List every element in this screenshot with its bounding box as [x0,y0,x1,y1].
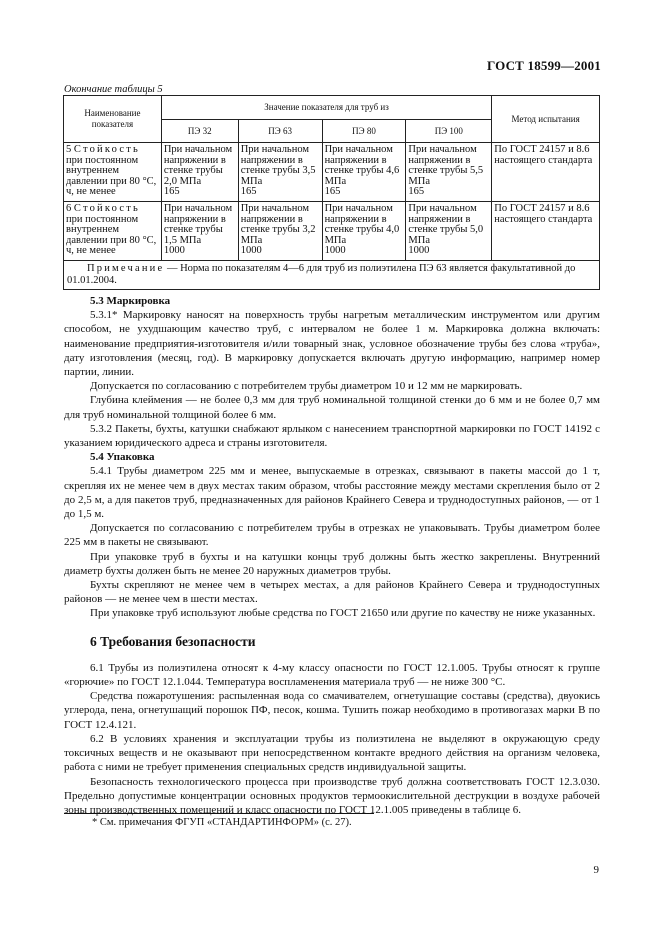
value-cell: При начальном напряжении в стенке трубы 1,5 МПа 1000 [161,202,238,261]
footnote-divider [64,813,374,814]
page-number: 9 [593,864,599,876]
col-header-material: ПЭ 80 [322,120,406,143]
value-cell: При начальном напряжении в стенке трубы 3,2 МПа 1000 [238,202,322,261]
paragraph: 6.1 Трубы из полиэтилена относят к 4-му классу опасности по ГОСТ 12.1.005. Трубы относят к группе «горючие» по ГОСТ 12.1.044. Температура воспламенения материала труб — не ниже 300 °С. [64,661,600,689]
table-note: Примечание — Норма по показателям 4—6 для труб из полиэтилена ПЭ 63 является факультативной до 01.01.2004. [64,261,600,290]
row-name-cell: 5 Стойкость при постоянном внутреннем давлении при 80 °С, ч, не менее [64,143,162,202]
paragraph: Допускается по согласованию с потребителем трубы диаметром 10 и 12 мм не маркировать. [90,380,523,393]
col-header-value: Значение показателя для труб из [161,96,491,120]
value-cell: При начальном напряжении в стенке трубы 4,6 МПа 165 [322,143,406,202]
method-cell: По ГОСТ 24157 и 8.6 настоящего стандарта [492,143,600,202]
col-header-name: Наименование показателя [64,96,162,143]
value-cell: При начальном напряжении в стенке трубы 3,5 МПа 165 [238,143,322,202]
table-header-row [64,96,600,120]
table-caption: Окончание таблицы 5 [64,84,163,95]
table-note-row [64,261,600,290]
col-header-material: ПЭ 32 [161,120,238,143]
paragraph: Средства пожаротушения: распыленная вода со смачивателем, огнетушащие составы (средства), двуокись углерода, пена, огнетушащий порошок ПФ, песок, кошма. Тушить пожар необходимо в противогазах марки В по ГОСТ 12.4.121. [64,690,600,731]
paragraph: 5.3.1* Маркировку наносят на поверхность трубы нагретым металлическим инструментом или другим способом, не ухудшающим качество труб, с интервалом не более 1 м. Маркировка должна включать: наименование предприятия-изготовителя и/или товарный знак, условное обозначение трубы без слова «труба», дату изготовления (месяц, год). В маркировку допускается включать другую информацию, например номер партии, линии. [64,309,600,379]
method-cell: По ГОСТ 24157 и 8.6 настоящего стандарта [492,202,600,261]
paragraph: 5.4.1 Трубы диаметром 225 мм и менее, выпускаемые в отрезках, связывают в пакеты массой до 1 т, скрепляя их не менее чем в двух местах таким образом, чтобы расстояние между местами скрепления было от 2 до 2,5 м, а для пакетов труб, предназначенных для районов Крайнего Севера и труднодоступных районов, — от 1 до 1,5 м. [64,465,600,521]
value-cell: При начальном напряжении в стенке трубы 2,0 МПа 165 [161,143,238,202]
table-row [64,202,600,261]
col-header-material: ПЭ 63 [238,120,322,143]
document-body [64,294,600,817]
row-name-cell: 6 Стойкость при постоянном внутреннем давлении при 80 °С, ч, не менее [64,202,162,261]
section-heading: 6 Требования безопасности [90,633,256,649]
section-heading: 5.4 Упаковка [90,451,155,464]
value-cell: При начальном напряжении в стенке трубы 4,0 МПа 1000 [322,202,406,261]
table-5 [63,95,600,290]
paragraph: Бухты скрепляют не менее чем в четырех местах, а для районов Крайнего Севера и труднодоступных районов — не менее чем в шести местах. [64,579,600,606]
paragraph: Безопасность технологического процесса при производстве труб должна соответствовать ГОСТ 12.3.030. Предельно допустимые концентрации основных продуктов термоокислительной деструкции в воздухе рабочей зоны производственных помещений и класс опасности по ГОСТ 12.1.005 приведены в таблице 6. [64,775,600,816]
paragraph: При упаковке труб используют любые средства по ГОСТ 21650 или другие по качеству не ниже указанных. [90,607,596,620]
paragraph: 5.3.2 Пакеты, бухты, катушки снабжают ярлыком с нанесением транспортной маркировки по ГОСТ 14192 с указанием юридического адреса и страны изготовителя. [64,422,600,450]
paragraph: Допускается по согласованию с потребителем трубы в отрезках не упаковывать. Трубы диаметром более 225 мм в пакеты не связывают. [64,522,600,549]
value-cell: При начальном напряжении в стенке трубы 5,0 МПа 1000 [406,202,492,261]
col-header-material: ПЭ 100 [406,120,492,143]
table-row [64,143,600,202]
document-header: ГОСТ 18599—2001 [486,58,601,73]
footnote: * См. примечания ФГУП «СТАНДАРТИНФОРМ» (с. 27). [92,817,352,828]
paragraph: При упаковке труб в бухты и на катушки концы труб должны быть жестко закреплены. Внутренний диаметр бухты должен быть не менее 20 наружных диаметров трубы. [64,550,600,577]
paragraph: Глубина клеймения — не более 0,3 мм для труб номинальной толщиной стенки до 6 мм и не более 0,7 мм для труб номинальной толщиной более 6 мм. [64,394,600,421]
section-heading: 5.3 Маркировка [90,295,171,307]
paragraph: 6.2 В условиях хранения и эксплуатации трубы из полиэтилена не выделяют в окружающую среду токсичных веществ и не оказывают при непосредственном контакте вредного действия на организм человека, работа с ними не требует применения специальных средств индивидуальной защиты. [64,732,600,774]
col-header-method: Метод испытания [492,96,600,143]
value-cell: При начальном напряжении в стенке трубы 5,5 МПа 165 [406,143,492,202]
